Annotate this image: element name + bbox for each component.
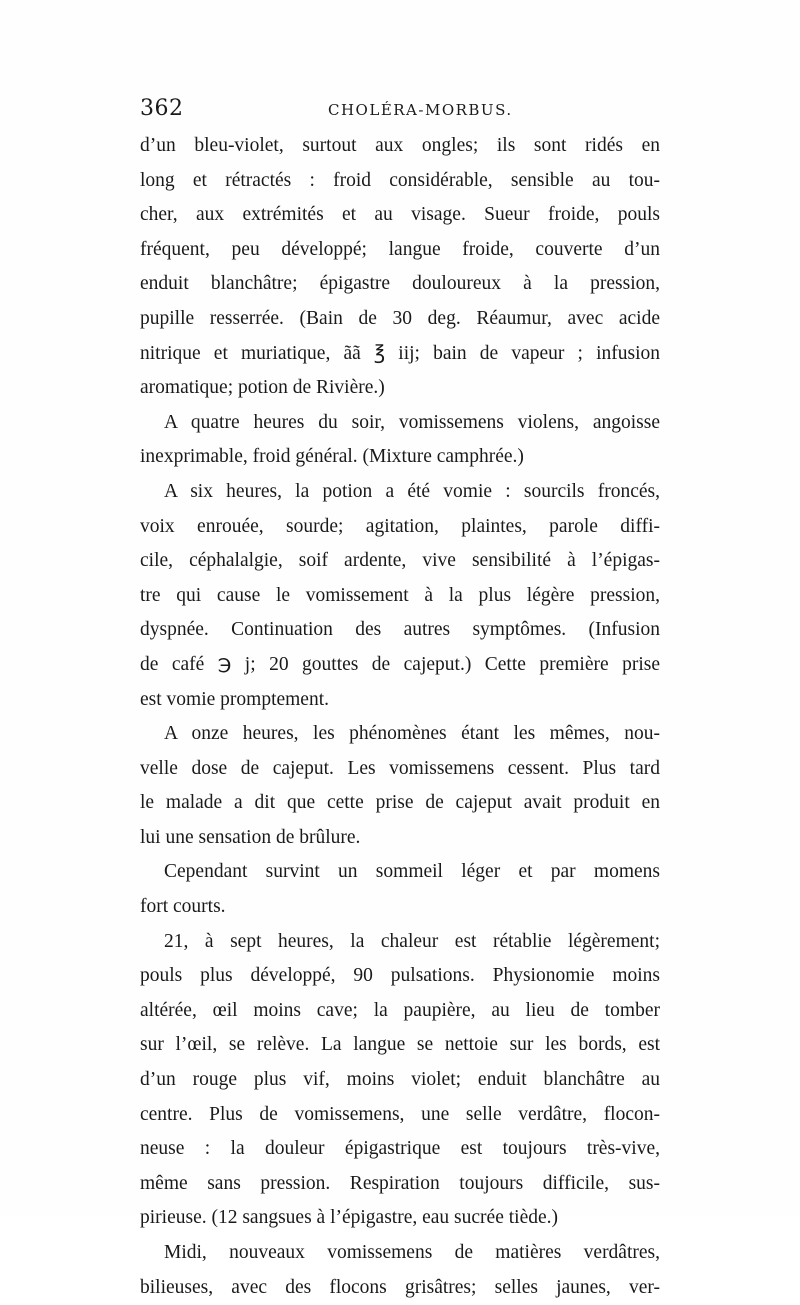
text-line: Midi, nouveaux vomissemens de matières verdâtres, — [164, 1242, 660, 1263]
text-line: velle dose de cajeput. Les vomissemens cessent. Plus tard — [140, 757, 660, 779]
text-line: altérée, œil moins cave; la paupière, au lieu de tomber — [140, 999, 660, 1021]
text-line: A six heures, la potion a été vomie : sourcils froncés, — [164, 480, 660, 502]
text-line: A quatre heures du soir, vomissemens violens, angoisse — [164, 411, 660, 433]
body-text — [140, 129, 660, 1305]
text-line: fort courts. — [140, 896, 226, 918]
text-line: voix enrouée, sourde; agitation, plaintes, parole diffi- — [140, 515, 660, 537]
text-line: aromatique; potion de Rivière.) — [140, 377, 385, 399]
text-line: lui une sensation de brûlure. — [140, 826, 361, 848]
text-line: Cependant survint un sommeil léger et par momens — [164, 861, 660, 883]
text-line: tre qui cause le vomissement à la plus légère pression, — [140, 584, 660, 606]
text-line: est vomie promptement. — [140, 688, 330, 710]
text-line: pupille resserrée. (Bain de 30 deg. Réaumur, avec acide — [140, 307, 660, 329]
text-line: A onze heures, les phénomènes étant les mêmes, nou- — [164, 723, 660, 745]
text-line: sur l’œil, se relève. La langue se nettoie sur les bords, est — [140, 1034, 660, 1056]
text-line: même sans pression. Respiration toujours difficile, sus- — [140, 1172, 660, 1194]
text-line: bilieuses, avec des flocons grisâtres; selles jaunes, ver- — [140, 1276, 660, 1298]
text-line: d’un rouge plus vif, moins violet; enduit blanchâtre au — [140, 1069, 660, 1091]
text-line: cher, aux extrémités et au visage. Sueur froide, pouls — [140, 204, 660, 226]
text-line: de café ℈ j; 20 gouttes de cajeput.) Cette première prise — [140, 653, 660, 675]
text-line: centre. Plus de vomissemens, une selle verdâtre, flocon- — [140, 1103, 660, 1125]
text-line: 21, à sept heures, la chaleur est rétablie légèrement; — [164, 930, 660, 952]
text-line: pouls plus développé, 90 pulsations. Physionomie moins — [140, 965, 660, 987]
running-head: CHOLÉRA-MORBUS. — [328, 101, 513, 119]
text-line: dyspnée. Continuation des autres symptômes. (Infusion — [140, 619, 660, 641]
text-line: d’un bleu-violet, surtout aux ongles; ils sont ridés en — [140, 135, 660, 156]
text-line: inexprimable, froid général. (Mixture camphrée.) — [140, 446, 524, 468]
page-header — [140, 96, 660, 126]
text-line: enduit blanchâtre; épigastre douloureux à la pression, — [140, 273, 660, 295]
page-number: 362 — [140, 96, 184, 121]
text-line: cile, céphalalgie, soif ardente, vive sensibilité à l’épigas- — [140, 550, 660, 572]
text-line: neuse : la douleur épigastrique est toujours très-vive, — [140, 1138, 660, 1160]
text-line: pirieuse. (12 sangsues à l’épigastre, eau sucrée tiède.) — [140, 1207, 558, 1229]
text-line: le malade a dit que cette prise de cajeput avait produit en — [140, 792, 660, 814]
text-line: long et rétractés : froid considérable, sensible au tou- — [140, 169, 660, 191]
text-line: fréquent, peu développé; langue froide, couverte d’un — [140, 238, 660, 260]
text-line: nitrique et muriatique, ãã ℥ iij; bain de vapeur ; infusion — [140, 342, 660, 364]
